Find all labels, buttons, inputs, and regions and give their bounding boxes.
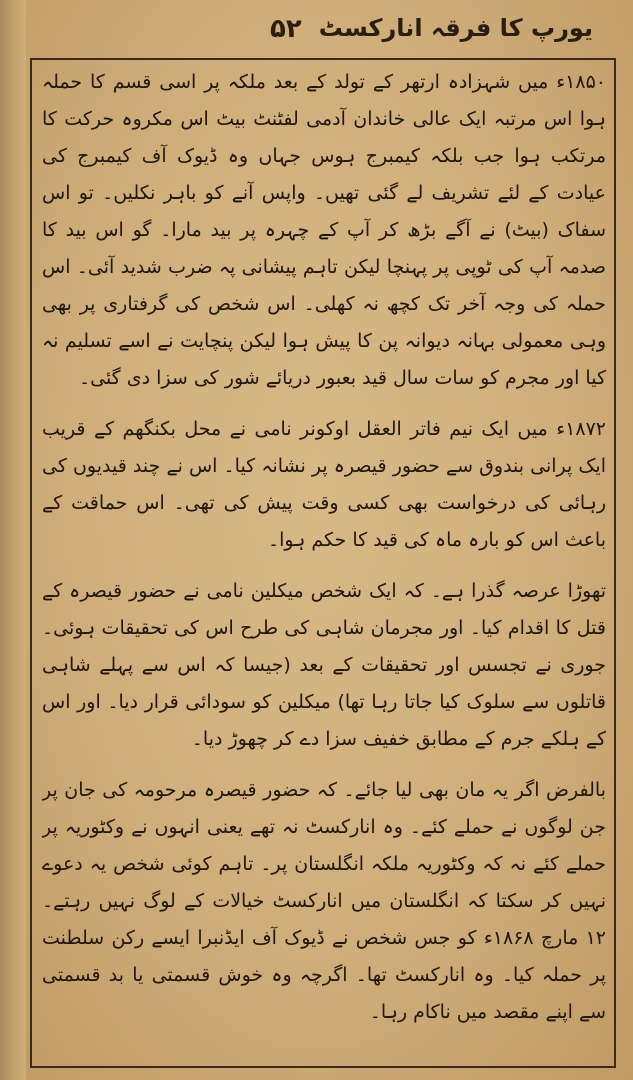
page-number: ۵۲	[270, 14, 302, 44]
running-title: یورپ کا فرقہ انارکسٹ	[318, 14, 593, 42]
paragraph-1: ۱۸۵۰ء میں شہزادہ ارتھر کے تولد کے بعد ملکہ پر اسی قسم کا حملہ ہوا اس مرتبہ ایک عالی خاندان آدمی لفٹنٹ بیٹ اس مکروہ حرکت کا مرتکب ہوا جب بلکہ کیمبرج ہوس جہاں وہ ڈیوک آف کیمبرج کی عیادت کے لئے تشریف لے گئی تھیں۔ واپس آنے کو باہر نکلیں۔ تو اس سفاک (بیٹ) نے آگے بڑھ کر آپ کے چہرہ پر بید مارا۔ گو اس بید کا صدمہ آپ کی ٹوپی پر پہنچا لیکن تاہم پیشانی پہ ضرب شدید آئی۔ اس حملہ کی وجہ آخر تک کچھ نہ کھلی۔ اس شخص کی گرفتاری پر بھی وہی معمولی بہانہ دیوانہ پن کا پیش ہوا لیکن پنچایت نے اسے تسلیم نہ کیا اور مجرم کو سات سال قید بعبور دریائے شور کی سزا دی گئی۔	[42, 71, 606, 389]
paragraph-4: بالفرض اگر یہ مان بھی لیا جائے۔ کہ حضور قیصرہ مرحومہ کی جان پر جن لوگوں نے حملے کئے۔ وہ انارکسٹ نہ تھے یعنی انہوں نے وکٹوریہ پر حملے کئے نہ کہ وکٹوریہ ملکہ انگلستان پر۔ تاہم کوئی شخص یہ دعوے نہیں کر سکتا کہ انگلستان میں انارکسٹ خیالات کے لوگ نہیں رہتے۔ ۱۲ مارچ ۱۸۶۸ء کو جس شخص نے ڈیوک آف ایڈنبرا ایسے رکن سلطنت پر حملہ کیا۔ وہ انارکسٹ تھا۔ اگرچہ وہ خوش قسمتی یا بد قسمتی سے اپنے مقصد میں ناکام رہا۔	[42, 779, 606, 1023]
paragraph-2: ۱۸۷۲ء میں ایک نیم فاتر العقل اوکونر نامی نے محل بکنگھم کے قریب ایک پرانی بندوق سے حضور قیصرہ پر نشانہ کیا۔ اس نے چند قیدیوں کی رہائی کی درخواست بھی کسی وقت پیش کی تھی۔ اس حماقت کے باعث اس کو بارہ ماہ کی قید کا حکم ہوا۔	[42, 418, 606, 551]
page-header	[40, 6, 593, 58]
page-binding-edge	[0, 0, 26, 1080]
body-text	[42, 64, 606, 1064]
paragraph-3: تھوڑا عرصہ گذرا ہے۔ کہ ایک شخص میکلین نامی نے حضور قیصرہ کے قتل کا اقدام کیا۔ اور مجرمان شاہی کی طرح اس کی تحقیقات ہوئی۔ جوری نے تجسس اور تحقیقات کے بعد (جیسا کہ اس سے پہلے شاہی قاتلوں سے سلوک کیا جاتا رہا تھا) میکلین کو سودائی قرار دیا۔ اور اس کے ہلکے جرم کے مطابق خفیف سزا دے کر چھوڑ دیا۔	[42, 580, 606, 750]
